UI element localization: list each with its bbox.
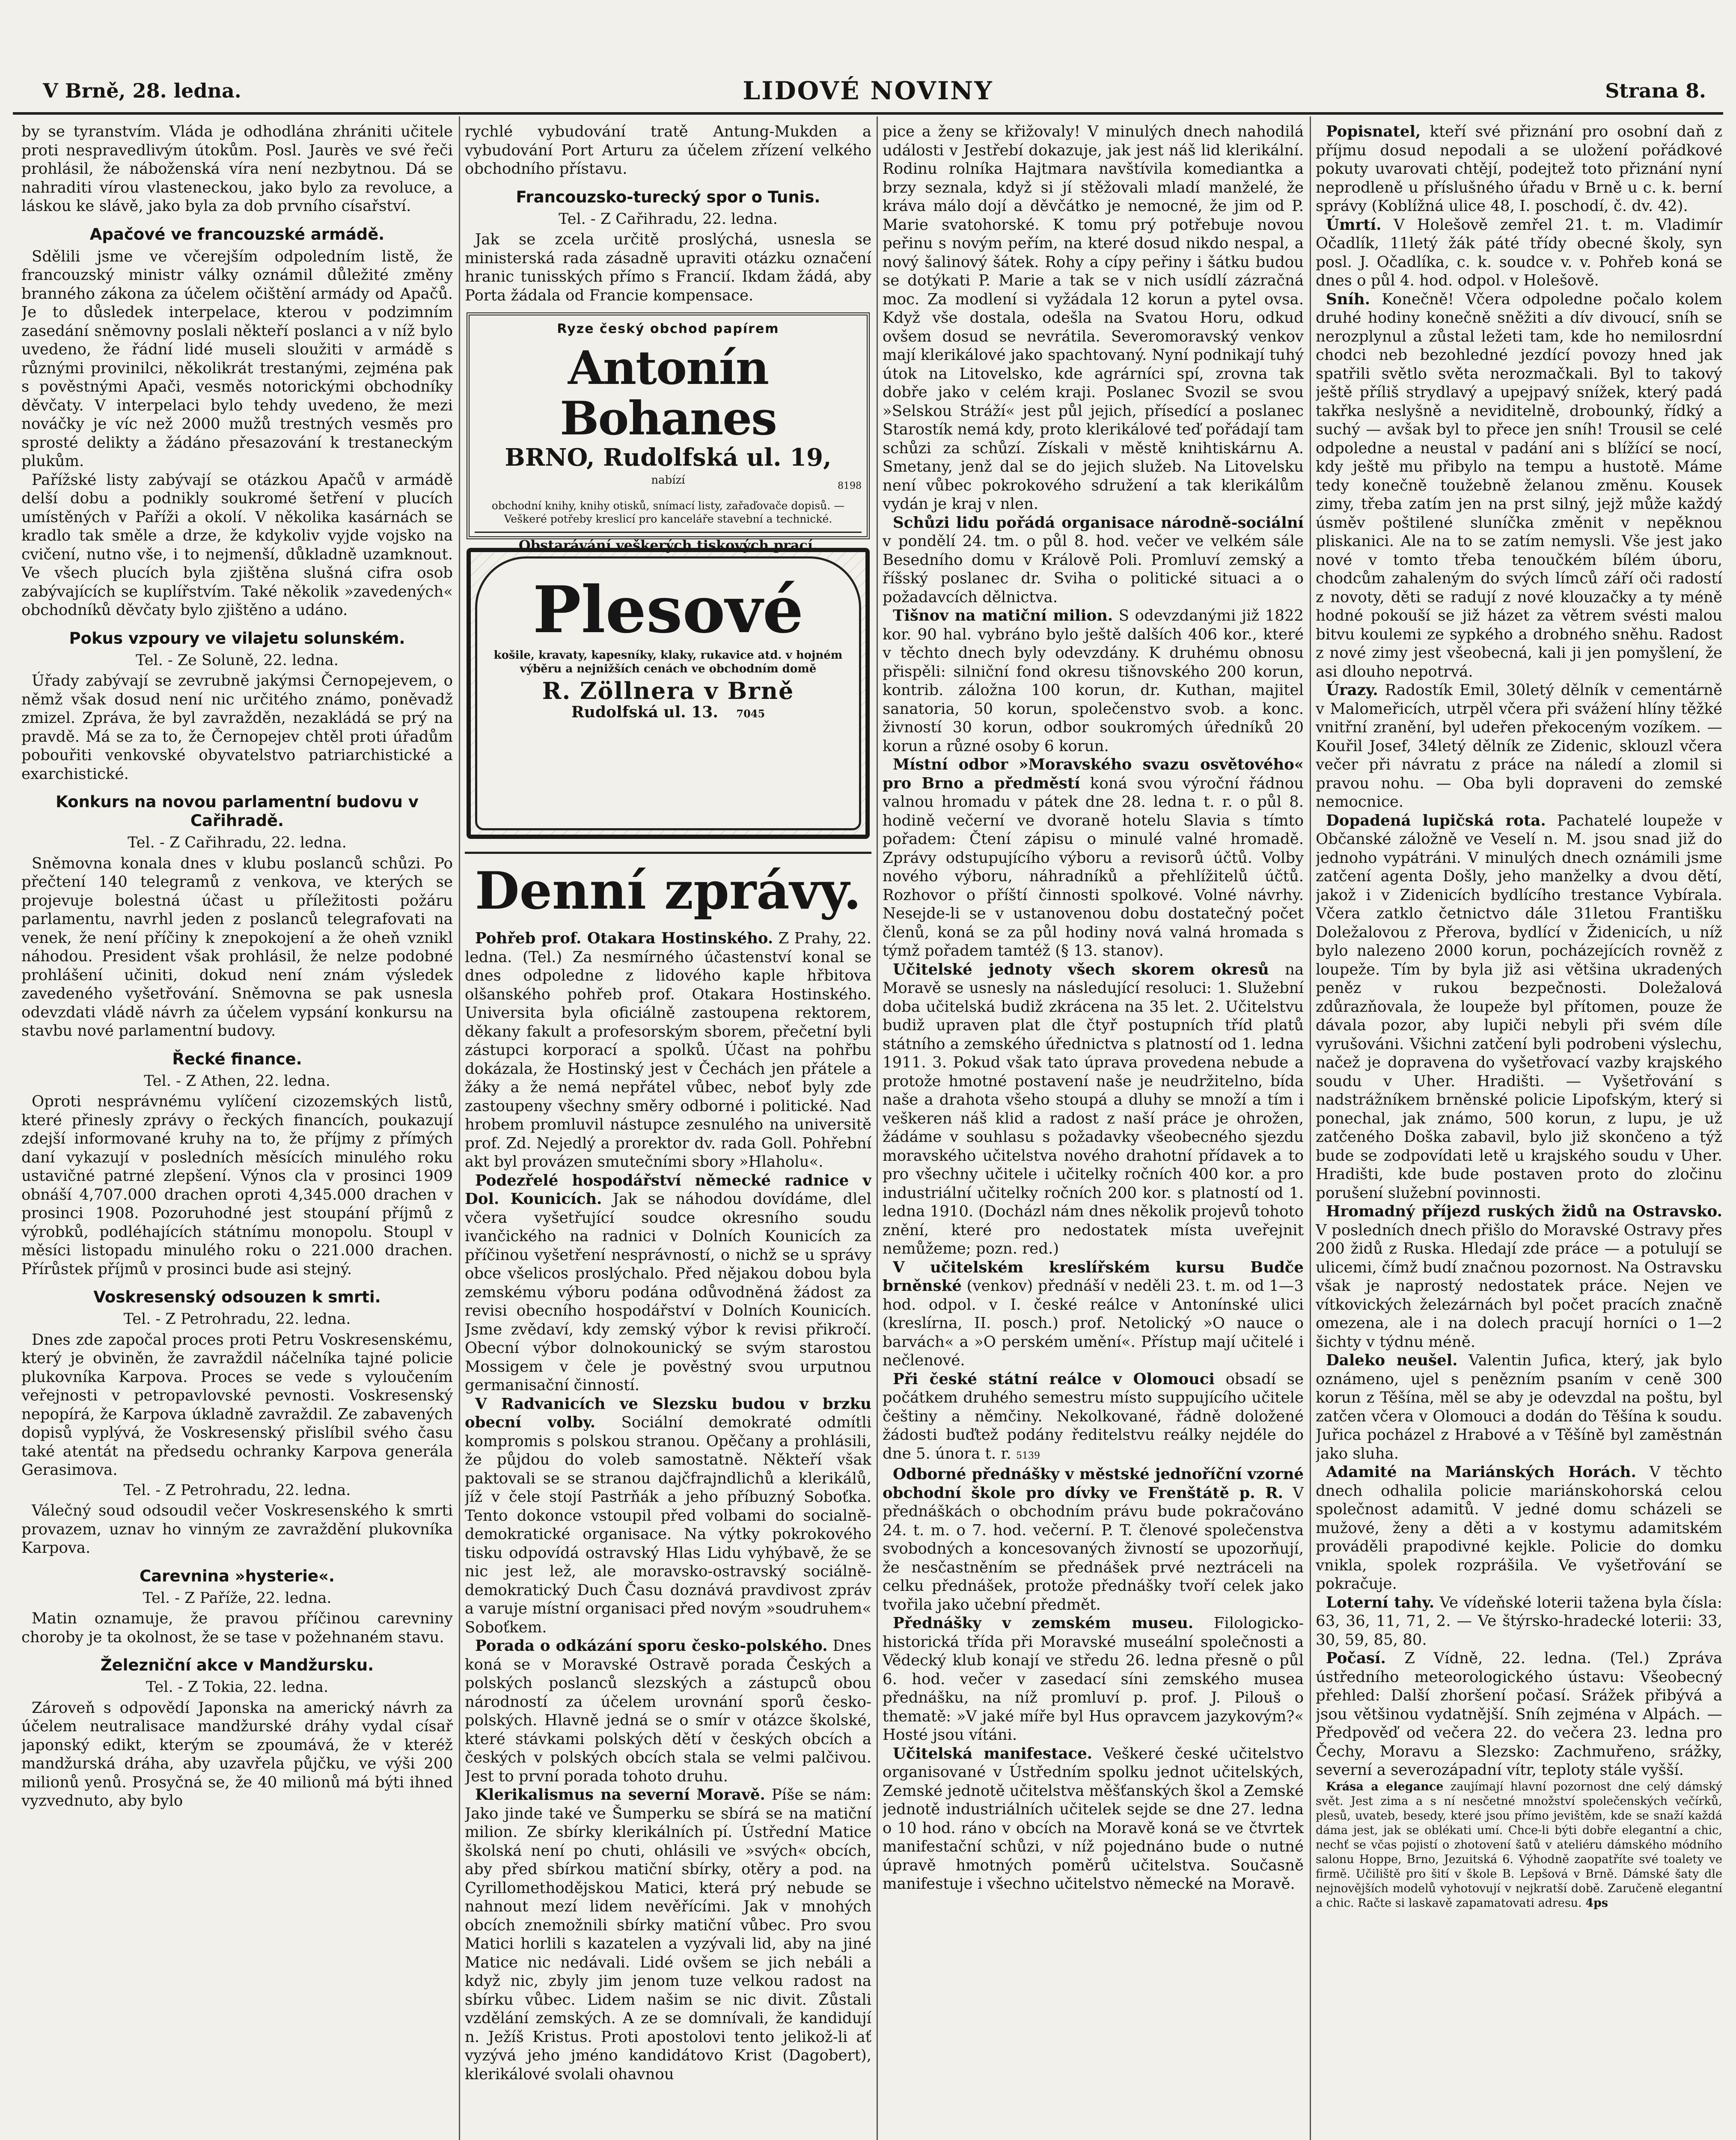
- advertisement-zollner: [467, 548, 870, 839]
- dateline: Tel. - Z Paříže, 22. ledna.: [143, 1589, 332, 1607]
- article-text: Sdělili jsme ve včerejším odpoledním listě, že francouzský ministr války oznámil důležité změny branného zákona za účelem očištění armády od Apačů. Je to důsledek interpelace, kterou v podzimním zasedání sněmovny poslali někteří poslanci a v níž bylo uvedeno, že řádní lidé museli sloužiti v armádě s různými provinilci, několikrát trestanými, zejména pak s pověstnými Apači, vesměs notorickými obchodníky děvčaty. V interpelaci bylo tehdy uvedeno, že mezi nováčky je víc než 2000 mužů trestných vesměs pro sprosté delikty a žádáno přesazování k trestaneckým plukům.: [21, 247, 453, 470]
- ad-reference: 4ps: [1585, 1896, 1608, 1910]
- news-item: [883, 1370, 1304, 1465]
- news-lead: Přednášky v zemském museu.: [893, 1614, 1194, 1632]
- column-1: [21, 122, 453, 2140]
- ad-tagline: Ryze český obchod papírem: [557, 321, 779, 336]
- news-text: (venkov) přednáší v neděli 23. t. m. od 1—3 hod. odpol. v I. české reálce v Antonínské ulici (kreslírna, II. posch.) prof. Netolický »O nauce o barvách« a »O perském umění«. Přístup mají učitelé i nečlenové.: [883, 1277, 1304, 1369]
- ad-description: obchodní knihy, knihy otisků, snímací listy, zařaďovače dopisů. — Veškeré potřeby kreslicí pro kanceláře stavební a technické.: [491, 499, 845, 525]
- news-item: [1316, 1202, 1722, 1351]
- column-rule: [1310, 116, 1311, 2140]
- news-text: Jak se náhodou dovídáme, dlel včera vyšetřující soudce okresního soudu ivančického na radnici v Dolních Kounicích za příčinou vyšetření nesprávností, o nichž se u správy obce všelicos proslýchalo. Před nějakou dobou byla zemskému výboru podána odůvodněná žádost za revisi obecního hospodářství v Dolních Kounicích. Jsme zvědaví, kdy zemský výbor k revisi přikročí. Obecní výbor dolnokounický se svým starostou Mossigem v čele je pověstný svou urputnou germanisační činností.: [465, 1190, 871, 1394]
- news-lead: Adamité na Mariánských Horách.: [1326, 1463, 1636, 1481]
- news-text: koná svou výroční řádnou valnou hromadu v pátek dne 28. ledna t. r. o půl 8. hodině večerní ve dvoraně hotelu Slavia s tímto pořadem: Čtení zápisu o minulé valné hromadě. Zprávy odstupujícího výboru a revisorů účtů. Volby nového výboru, náhradníků a přehlížitelů účtů. Rozhovor o příští činnosti spolkové. Volné návrhy. Nesejde-li se v ustanovenou dobu dostatečný počet členů, koná se za půl hodiny nová valná hromada s týmž pořadem tamtéž (§ 13. stanov).: [883, 774, 1304, 960]
- headline: Pokus vzpoury ve vilajetu solunském.: [69, 629, 405, 648]
- article-text: Válečný soud odsoudil večer Voskresenského k smrti provazem, uznav ho vinným ze zavraždění plukovníka Karpova.: [21, 1502, 453, 1557]
- advertorial: [1316, 1780, 1722, 1911]
- news-lead: Porada o odkázání sporu česko-polského.: [475, 1637, 828, 1655]
- news-item: [1316, 290, 1722, 681]
- article-text: Zároveň s odpovědí Japonska na americký návrh za účelem neutralisace mandžurské dráhy vydal císař japonský edikt, kterým se zpoumává, že v kteréž mandžurská dráha, aby uzavřela půjčku, ve výši 200 milionů yenů. Prosyčná se, že 40 milionů má býti ihned vyzvednuto, aby bylo: [21, 1699, 453, 1810]
- article-continuation: rychlé vybudování tratě Antung-Mukden a vybudování Port Arturu za účelem zřízení velkého obchodního přístavu.: [465, 123, 871, 178]
- news-text: kteří své přiznání pro osobní daň z příjmu dosud nepodali a se uložení pořádkové pokuty uvarovati chtějí, podejtež toto přiznání nyní neprodleně u příslušného úřadu v Brně u c. k. berní správy (Koblížná ulice 48, I. poschodí, č. dv. 42).: [1316, 123, 1722, 215]
- news-lead: Počasí.: [1326, 1650, 1386, 1667]
- news-lead: Podezřelé hospodářství německé radnice v Dol. Kounicích.: [465, 1171, 871, 1208]
- dateline: Tel. - Ze Soluně, 22. ledna.: [136, 651, 339, 669]
- news-lead: Klerikalismus na severní Moravě.: [475, 1786, 765, 1804]
- news-lead: Při české státní reálce v Olomouci: [893, 1370, 1215, 1388]
- news-lead: Popisnatel,: [1326, 123, 1421, 140]
- news-lead: Úmrtí.: [1326, 216, 1382, 234]
- news-item: [465, 1171, 871, 1395]
- news-item: [1316, 1593, 1722, 1650]
- dateline: Tel. - Z Cařihradu, 22. ledna.: [128, 834, 347, 851]
- column-rule: [877, 116, 878, 2140]
- news-text: Veškeré české učitelstvo organisované v Ústředním spolku jednot učitelských, Zemské jednotě učitelstva měšťanských škol a Zemské jednotě industriálních učitelek sejde se dne 27. ledna o 10 hod. ráno v obcích na Moravě koná se ve čtvrtek manifestační schůzi, v níž pojednáno bude o nutné úpravě hmotných poměrů učitelstva. Současně manifestuje i všechno učitelstvo německé na Moravě.: [883, 1745, 1304, 1893]
- ad-company-name: Antonín Bohanes: [560, 341, 776, 446]
- headline: Carevnina »hysterie«.: [140, 1566, 335, 1585]
- news-lead: Úrazy.: [1326, 681, 1378, 699]
- news-lead: Pohřeb prof. Otakara Hostinského.: [475, 930, 773, 947]
- news-text: V posledních dnech přišlo do Moravské Ostravy přes 200 židů z Ruska. Hledají zde práce — a potulují se ulicemi, čímž budí značnou pozornost. Na Ostravsku však je naprostý nedostatek práce. Nejen ve vítkovických železárnách byl počet pracích značně omezena, ale i na dolech pracují horníci o 1—2 šichty v týdnu méně.: [1316, 1221, 1722, 1351]
- headline: Řecké finance.: [172, 1049, 302, 1068]
- column-3: [883, 122, 1304, 2140]
- article-text: Pařížské listy zabývají se otázkou Apačů v armádě delší dobu a podnikly soukromé šetření v plucích umístěných v Paříži a okolí. V několika kasárnách se kradlo tak směle a drze, že kdykoliv vyjde vojsko na cvičení, nutno vše, i to nejmenší, důkladně uzamknout. Ve všech plucích byla zjištěna slušná cifra osob zabývajících se kuplířstvím. Také několik »zavedených« obchodníků děvčaty bylo zjištěno a udáno.: [21, 471, 453, 619]
- news-text: Valentin Jufica, který, jak bylo oznámeno, ujel s penězním psaním v ceně 300 korun z Těšína, měl se aby je odevzdal na poštu, byl zatčen včera v Olomouci a dodán do Těšína k soudu. Juřica pocházel z Hrabové a v Těšíně byl zaměstnán jako sluha.: [1316, 1352, 1722, 1462]
- dateline: Tel. - Z Tokia, 22. ledna.: [146, 1679, 329, 1696]
- news-item: [883, 1614, 1304, 1745]
- news-text: obsadí se počátkem druhého semestru místo suppujícího učitele češtiny a němčiny. Nekolkované, řádně doložené žádosti buďtež podány ředitelstvu reálky nejdéle do dne 5. února t. r.: [883, 1370, 1304, 1462]
- news-lead: Dopadená lupičská rota.: [1326, 811, 1546, 829]
- article-text: Dnes zde započal proces proti Petru Voskresenskému, který je obviněn, že zavraždil náčelníka tajné policie plukovníka Karpova. Proces se vede s vyloučením veřejnosti v petropavlovské pevnosti. Voskresenský nepopírá, že Karpova úkladně zavraždil. Ze zabavených dopisů vyplývá, že Voskresenský přislíbil svého času také atentát na předsedu ochranky Karpova generála Gerasimova.: [21, 1331, 453, 1479]
- news-item: [1316, 216, 1722, 290]
- headline: Železniční akce v Mandžursku.: [100, 1656, 374, 1674]
- news-text: Z Vídně, 22. ledna. (Tel.) Zpráva ústředního meteorologického ústavu: Všeobecný přehled: Další zhoršení počasí. Srážek přibývá a jsou většinou vydatnější. Sníh zejména v Alpách. — Předpověď od večera 22. do večera 23. ledna pro Čechy, Moravu a Slezsko: Zachmuřeno, srážky, severní a severozápadní vítr, teploty stále vyšší.: [1316, 1650, 1722, 1779]
- news-text: V přednáškách o obchodním právu bude pokračováno 24. t. m. o 7. hod. večerní. P. T. členové společenstva svobodných a koncesovaných živností se upozorňují, že nesčastněním se přednášek prvé neztráceli na celku přednášek, protože přednášky tvoří celek jako tvořila jako učební předmět.: [883, 1484, 1304, 1614]
- dateline: Tel. - Z Athen, 22. ledna.: [144, 1072, 330, 1090]
- article-continuation: pice a ženy se křižovaly! V minulých dnech nahodilá události v Jestřebí dokazuje, jak jest náš lid klerikální. Rodinu rolníka Hajtmara navštívila komediantka a brzy seznala, když si jí stěžovali mladí manželé, že kráva málo dojí a děvčátko je nemocné, že jim od P. Marie svatohorské. K tomu prý potřebuje novou peřinu s novým peřím, na které dosud nikdo nespal, a nový šalinový šátek. Rohy a cípy peřiny i šátku budou se dotýkati P. Marie a tak se v nich usídlí zázračná moc. Za modlení si vyžádala 12 korun a pytel ovsa. Když vše dostala, odešla na Svatou Horu, odkud ovšem dosud se nevrátila. Severomoravský venkov mají klerikálové jako spachtovaný. Nyní podnikají tuhý útok na Litovelsko, kde agrárníci spí, zrovna tak dobře jako v celém kraji. Poslanec Svozil se svou »Selskou Stráží« jest půl jejich, přísedící a poslanec Starostík nemá kdy, proto klerikálové teď pořádají tam schůzi za schůzí. Získali v městě knihtiskárnu A. Smetany, jenž dal se do jejich služeb. Na Litovelsku není vůbec pokrokového sdružení a tak klerikálům vydán je kraj v nlen.: [883, 123, 1304, 513]
- news-item: [465, 1786, 871, 2084]
- article-text: Matin oznamuje, že pravou příčinou carevniny choroby je ta okolnost, že se tase v požehnaném stavu.: [21, 1610, 453, 1646]
- ad-company-name: R. Zöllnera v Brně: [542, 677, 794, 704]
- ad-address: BRNO, Rudolfská ul. 19,: [505, 443, 832, 472]
- news-text: Ve vídeňské loterii tažena byla čísla: 63, 36, 11, 71, 2. — Ve štýrsko-hradecké loterii: 33, 30, 59, 85, 80.: [1316, 1593, 1722, 1649]
- news-item: [883, 1745, 1304, 1893]
- news-item: [1316, 681, 1722, 811]
- news-item: [465, 929, 871, 1171]
- news-text: zaujímají hlavní pozornost dne celý dámský svět. Jest zima a s ní nesčetné množství společenských večírků, plesů, uvateb, besedy, které jsou přímo jevištěm, kde se snaží každá dáma jest, jak se oblékati umí. Chce-li býti dobře elegantní a chic, nechť se včas pojistí o zhotovení šatů v ateliéru dámského módního salonu Hoppe, Brno, Jezuitská 6. Výhodně zaopatříte své toalety ve firmě. Učiliště pro šití v škole B. Lepšová v Brně. Dámské šaty dle nejnovějších modelů vyhotovují v nejkratší době. Zaručeně elegantní a chic. Račte si laskavě zapamatovati adresu.: [1316, 1780, 1722, 1910]
- news-item: [1316, 122, 1722, 216]
- news-text: Konečně! Včera odpoledne počalo kolem druhé hodiny konečně sněžiti a dív divoucí, sníh se nerozplynul a zůstal ležeti tam, kde ho nemilosrdní chodci neb bezohledné jezdící povozy hned jak spatřili světlo světa nerozmačkali. Byl to takový ještě příliš strydlavý a upejpavý snížek, který padá takřka neslyšně a neviditelně, drobounký, řídký a suchý — avšak byl to přece jen sníh! Trousil se celé odpoledne a neustal v padání ani s blížící se nocí, kdy ještě mu přibylo na tempu a hustotě. Máme tedy konečně toužebně želanou změnu. Kousek zimy, třeba zatím jen na prst silný, jejž může každý úsměv poštilené sluníčka změnit v nepěknou pliskanici. Ale na to se zatím nemysli. Vše jest jako nové v tomto třeba tenoučkém bílém úboru, chodcům zahaleným do svých límců září oči radostí z novoty, děti se radují z nové klouzačky a ty méně hodné pokouší se již házet za větrem svésti malou bitvu koulemi ze sypkého a drobného sněhu. Radost z nové zimy jest všeobecná, kali ji jen pomyšlení, že asi dlouho nepotrvá.: [1316, 290, 1722, 681]
- news-text: Radostík Emil, 30letý dělník v cementárně v Malomeřicích, utrpěl včera při svážení hlíny těžké vnitřní zranění, byl udeřen překoceným vozíkem. — Kouřil Josef, 34letý dělník ze Zidenic, sklouzl včera večer při návratu z práce na náledí a zlomil si pravou nohu. — Oba byli dopraveni do zemské nemocnice.: [1316, 681, 1722, 811]
- news-lead: Schůzi lidu pořádá organisace národně-sociální: [893, 514, 1304, 532]
- news-text: Sociální demokraté odmítli kompromis s polskou stranou. Opěčany a prohlásili, že půjdou do voleb samostatně. Někteří však paktovali se se stranou dajčfrajndlichů a klerikálů, jíž v čele stojí Pastrňák a jeho příbuzný Soboťka. Tento dokonce vstoupil před volbami do socialně-demokratické organisace. Na výtky pokrokového tisku odpovídá ostravský Hlas Lidu vyhýbavě, že se nic jest lež, ale moravsko-ostravský sociálně-demokratický Duch Času doznává pravdivost zpráv a varuje místní organisaci před novým »soudruhem« Soboťkem.: [465, 1414, 871, 1636]
- news-lead: V učitelském kreslířském kursu Budče brněnské: [883, 1258, 1304, 1295]
- article-continuation: by se tyranstvím. Vláda je odhodlána zhrániti učitele proti nespravedlivým útokům. Posl. Jaurès ve své řeči prohlásil, že náboženská víra není nezbytnou. Dá se nahraditi vírou vlasteneckou, jako bylo za revoluce, a láskou ke slávě, jako byla za dob prvního císařství.: [21, 123, 453, 215]
- news-lead: Učitelské jednoty všech skorem okresů: [893, 960, 1269, 978]
- news-item: [883, 1465, 1304, 1614]
- news-text: Píše se nám: Jako jinde také ve Šumperku se sbírá se na matiční milion. Ze sbírky klerikálních pí. Ústřední Matice školská není po chuti, ohlásili ve »svých« obcích, aby před sbírkou matiční sbírky, otěry a pod. na Cyrillomethodějskou Matici, která prý nebude se nahnout mezí lidem nevěřícími. Jak v mnohých obcích znemožnili sbírky matiční vůbec. Pro svou Matici horlili s kazatelen a vyzývali lid, aby na jiné Matice nic nedávali. Lidé ovšem se jich nebáli a když nic, zbyly jim jenom tuze velkou radost na sbírku vůbec. Lidem našim se nic divit. Zůstali vzdělání zemských. A ze se domnívali, že kandidují n. Ježíš Kristus. Proti apostolovi tento jelikož-li ať vyzývá jeho jméno kandidátovo Krist (Dagobert), klerikálové svolali ohavnou: [465, 1786, 871, 2083]
- headline: Voskresenský odsouzen k smrti.: [93, 1288, 381, 1306]
- news-lead: V Radvanicích ve Slezsku budou v brzku obecní volby.: [465, 1395, 871, 1431]
- column-4: [1316, 122, 1722, 2140]
- news-item: [1316, 1463, 1722, 1593]
- news-lead: Tišnov na matiční milion.: [893, 607, 1113, 624]
- dateline: Tel. - Z Cařihradu, 22. ledna.: [559, 210, 778, 228]
- news-text: Pachatelé loupeže v Občanské záložně ve Veselí n. M. jsou snad již do jednoho vypátráni. V minulých dnech oznámili jsme zatčení agenta Došly, jeho manželky a dvou dětí, jakož i v Zidenicích bydlícího trestance Vybírala. Včera zatklo četnictvo dále 31letou Františku Doležalovou z Přerova, bydlící v Židenicích, u níž bylo nalezeno 2000 korun, pocházejících rovněž z loupeže. Tím by byla již asi většina ukradených peněz v rukou bezpečnosti. Doležalová zdůrazňovala, že loupeže byl přítomen, pouze že dávala pozor, aby lupiči nebyli při svém díle vyrušováni. Všichni zatčení byli podrobeni výslechu, načež je dopravena do vyšetřovací vazby krajského soudu v Uher. Hradišti. — Vyšetřování s nadstrážníkem brněnské policie Lipofským, který si ponechal, jak známo, 500 korun, z lupu, je už zatčeného Doška zabavil, bylo již skončeno a týž bude se zodpovídati letě u krajského soudu v Uher. Hradišti, kde bude postaven proto do zločinu porušení služební povinnosti.: [1316, 811, 1722, 1202]
- news-lead: Loterní tahy.: [1326, 1593, 1435, 1611]
- news-item: [883, 755, 1304, 960]
- ad-address: [488, 703, 849, 723]
- news-item: [1316, 1649, 1722, 1780]
- news-item: [465, 1637, 871, 1786]
- news-item: [883, 1258, 1304, 1370]
- article-text: Jak se zcela určitě proslýchá, usnesla se ministerská rada zásadně upraviti otázku označení hranic tunisských přímo s Francií. Ikdam žádá, aby Porta žádala od Francie kompensace.: [465, 231, 871, 304]
- news-item: [1316, 1351, 1722, 1463]
- place-date: V Brně, 28. ledna.: [43, 79, 241, 102]
- ad-footer: Obstarávání veškerých tiskových prací.: [475, 532, 862, 555]
- advertisement-bohanes: [467, 312, 870, 553]
- news-text: na Moravě se usnesly na následující resoluci: 1. Služební doba učitelská budiž zkrácena na 35 let. 2. Učitelstvu budiž upraven plat dle čtyř postupních tříd platů státního a zemského úřednictva s platností od 1. ledna 1911. 3. Pokud však tato úprava provedena nebude a protože hmotné postavení naše je neudržitelno, bída naše a drahota všeho stoupá a dluhy se množí a tím i veškeren náš klid a radost z naší práce je ohrožen, žádáme v souhlasu s požadavky všeobecného sjezdu moravského učitelstva nového drahotní přídavek a to pro všechny učitele i učitelky ročních 400 kor. a pro industriální učitelky ročních 200 kor. s platností od 1. ledna 1910. (Docházl nám dnes několik projevů tohoto znění, které pro nedostatek místa uveřejnit nemůžeme; pozn. red.): [883, 960, 1304, 1257]
- article-text: Sněmovna konala dnes v klubu poslanců schůzi. Po přečtení 140 telegramů z venkova, ve kterých se projevuje bolestná účast u příležitosti požáru parlamentu, navrhl jeden z poslanců telegrafovati na venek, že není příčiny k znepokojení a že oheň vznikl náhodou. President však prohlásil, že nelze podobné prohlášení učiniti, dokud není znám výsledek zavedeného vyšetřování. Sněmovna se pak usnesla odevzdati vládě návrh za účelem vypsání konkursu na stavbu nové parlamentní budovy.: [21, 854, 453, 1040]
- ad-number: 5139: [1016, 1450, 1040, 1461]
- column-2: [465, 122, 871, 2140]
- news-item: [883, 960, 1304, 1258]
- article-text: Úřady zabývají se zevrubně jakýmsi Černopejevem, o němž však dosud není nic určitého známo, poněvadž zmizel. Zpráva, že byl zavražděn, nezakládá se prý na pravdě. Má se za to, že Černopejev chtěl proti úřadům pobouřiti venkovské obyvatelstvo patriarchistické a exarchistické.: [21, 672, 453, 783]
- ad-street: Rudolfská ul. 13.: [571, 703, 718, 721]
- news-lead: Místní odbor »Moravského svazu osvětového« pro Brno a předměstí: [883, 756, 1304, 792]
- headline: Apačové ve francouzské armádě.: [89, 225, 385, 244]
- news-lead: Odborné přednášky v městské jednoříční vzorné obchodní škole pro dívky ve Frenštátě p. R.: [883, 1465, 1304, 1502]
- news-item: [883, 606, 1304, 755]
- headline: Francouzsko-turecký spor o Tunis.: [516, 187, 820, 206]
- ad-frame: [475, 556, 861, 830]
- ad-number: 7045: [736, 707, 765, 720]
- news-item: [465, 1395, 871, 1637]
- dateline: Tel. - Z Petrohradu, 22. ledna.: [123, 1481, 351, 1499]
- masthead: [13, 0, 1723, 115]
- news-text: V Holešově zemřel 21. t. m. Vladimír Očadlík, 11letý žák páté třídy obecné školy, syn posl. J. Očadlíka, c. k. soudce v. v. Pohřeb koná se dnes o půl 4. hod. odpol. v Holešově.: [1316, 216, 1722, 289]
- news-lead: Daleko neušel.: [1326, 1352, 1458, 1369]
- news-lead: Sníh.: [1326, 290, 1370, 308]
- ad-headline: Plesové: [532, 572, 804, 648]
- ad-description: košile, kravaty, kapesníky, klaky, rukavice atd. v hojném výběru a nejnižších cenách ve obchodním domě: [493, 649, 843, 675]
- news-lead: Krása a elegance: [1326, 1780, 1444, 1793]
- news-text: Z Prahy, 22. ledna. (Tel.) Za nesmírného účastenství konal se dnes odpoledne z lidového kaple hřbitova olšanského pohřeb prof. Otakara Hostinského. Universita byla oficiálně zastoupena rektorem, děkany fakult a profesorským sborem, přečetní byli zástupci korporací a spolků. Účast na pohřbu dokázala, že Hostinský jest v Čechách jen přátele a žáky a že nemá nepřátel vůbec, neboť byly zde zastoupeny všechny směry odborné i politické. Nad hrobem promluvil nástupce zesnulého na universitě prof. Zd. Nejedlý a prorektor dv. rada Goll. Pohřební akt byl provázen smutečními sbory »Hlaholu«.: [465, 930, 871, 1171]
- page-number: Strana 8.: [1605, 79, 1706, 102]
- news-text: S odevzdanými již 1822 kor. 90 hal. vybráno bylo ještě dalších 406 kor., které v těchto dnech byly odevzdány. K druhému obnosu přispěli: silniční fond okresu tišnovského 200 korun, kontrib. záložna 100 korun, dr. Kuthan, majitel sanatoria, 50 korun, společenstvo svob. a konc. živností 30 korun, odbor soukromých úředníků 20 korun a různé osoby 6 korun.: [883, 607, 1304, 755]
- news-text: Dnes koná se v Moravské Ostravě porada Českých a polských poslanců slezských a zástupců obou národností za účelem urovnání sporů česko-polských. Hlavně jedná se o smír v otázce školské, které stávkami polských dětí v českých obcích a českých v polských obcích stala se velmi palčivou. Jest to první porada tohoto druhu.: [465, 1637, 871, 1785]
- newspaper-title: LIDOVÉ NOVINY: [743, 76, 993, 105]
- article-text: Oproti nesprávnému vylíčení cizozemských listů, které přinesly zprávy o řeckých financích, poukazují zdejší informované kruhy na to, že příjmy z přímých daní vykazují v posledních měsících minulého roku ustavičné patrné zlepšení. Výnos cla v prosinci 1909 obnáší 4,707.000 drachen oproti 4,345.000 drachen v prosinci 1908. Pozoruhodné jest stoupání příjmů z výrobků, podléhajících státnímu monopolu. Stoupl v měsíci listopadu minulého roku o 221.000 drachen. Přírůstek příjmů v prosinci bude asi stejný.: [21, 1093, 453, 1278]
- news-text: V těchto dnech odhalila policie mariánskohorská celou společnost adamitů. V jedné domu scházeli se mužové, ženy a děti a v kostymu adamitském prováděli prapodivné kejkle. Policie do domku vnikla, spolek rozprášila. Ve vyšetřování se pokračuje.: [1316, 1463, 1722, 1593]
- news-lead: Hromadný příjezd ruských židů na Ostravsko.: [1326, 1203, 1722, 1220]
- dateline: Tel. - Z Petrohradu, 22. ledna.: [123, 1311, 351, 1328]
- news-text: v pondělí 24. tm. o půl 8. hod. večer ve velkém sále Besedního domu v Králově Poli. Promluví zemský a říšský poslanec dr. Sviha o politické situaci a o požadavcích dělnictva.: [883, 532, 1304, 606]
- ad-number: 8198: [838, 481, 862, 491]
- column-rule: [459, 116, 460, 2140]
- news-text: Filologicko-historická třída při Moravské museální společnosti a Vědecký klub konají ve středu 26. ledna přesně o půl 6. hod. večer v zasedací síni zemského musea přednášku, na níž promluví p. prof. J. Pilouš o thematě: »V jaké míře byl Hus opravcem jazykovým?« Hosté jsou vítáni.: [883, 1614, 1304, 1744]
- news-item: [883, 514, 1304, 607]
- section-heading: Denní zprávy.: [465, 852, 871, 919]
- headline: Konkurs na novou parlamentní budovu v Cařihradě.: [56, 793, 419, 830]
- news-lead: Učitelská manifestace.: [893, 1745, 1093, 1763]
- news-item: [1316, 811, 1722, 1203]
- ad-offer: nabízí: [651, 473, 685, 487]
